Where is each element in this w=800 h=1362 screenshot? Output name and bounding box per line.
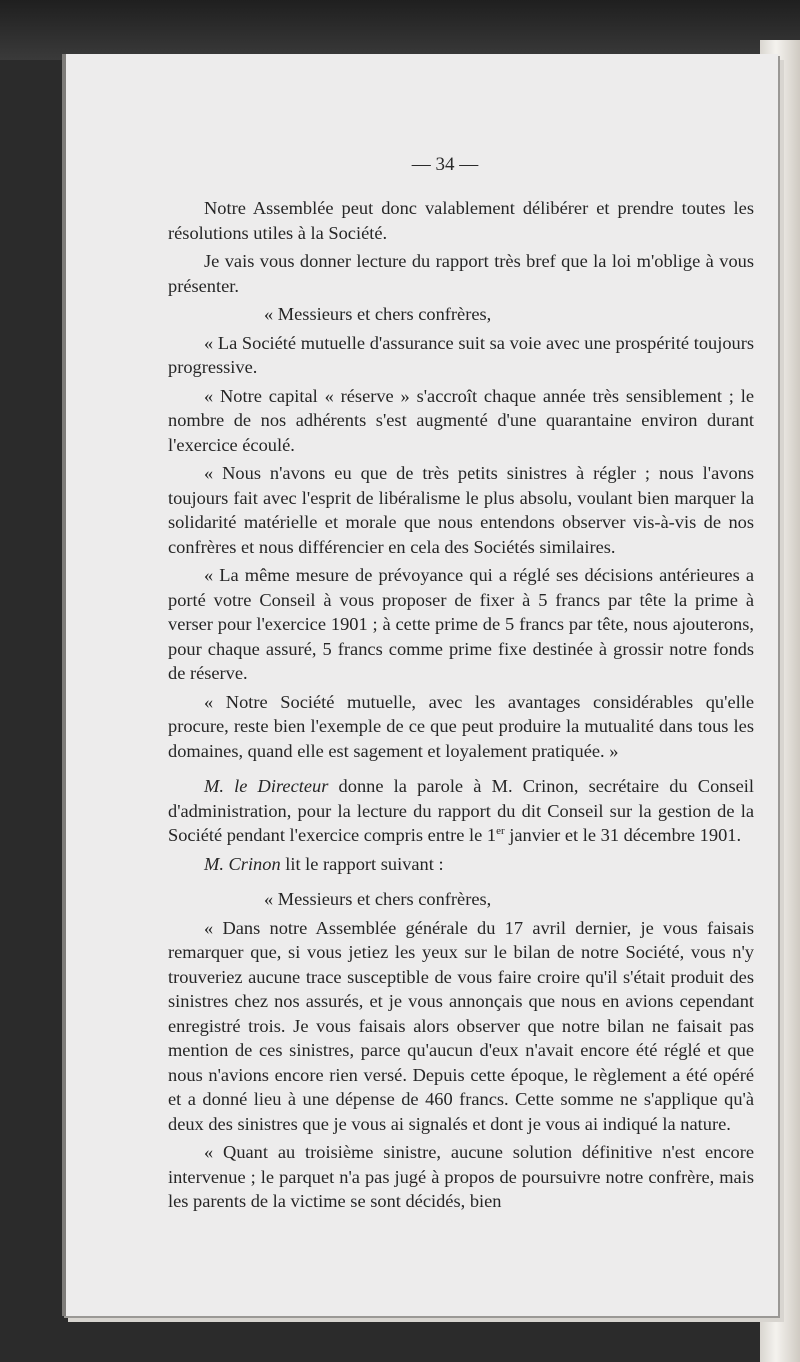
scan-background-top (0, 0, 800, 60)
paragraph-text: donne la parole à M. Crinon, secrétaire du Conseil d'administration, pour la lecture du rapport du dit Conseil sur la gestion de la Société pendant l'exercice compris entre le 1 (168, 776, 754, 845)
paragraph (168, 852, 754, 877)
paragraph: « Nous n'avons eu que de très petits sinistres à régler ; nous l'avons toujours fait avec l'esprit de libéralisme le plus absolu, voulant bien marquer la solidarité matérielle et morale que nous entendons observer vis-à-vis de nos confrères et nous différencier en cela des Sociétés similaires. (168, 463, 754, 557)
speaker-name: M. Crinon (204, 853, 281, 874)
paragraph-text-end: janvier et le 31 décembre 1901. (504, 825, 742, 845)
page-number: — 34 — (411, 154, 479, 175)
salutation: « Messieurs et chers confrères, (264, 889, 492, 909)
paragraph: « Dans notre Assemblée générale du 17 avril dernier, je vous faisais remarquer que, si vous jetiez les yeux sur le bilan de notre Société, vous n'y trouveriez aucune trace susceptible de vous faire croire qu'il s'était produit des sinistres chez nos assurés, et je vous annonçais que nous en avions cependant enregistré trois. Je vous faisais alors observer que notre bilan ne faisait pas mention de ces sinistres, parce qu'aucun d'eux n'avait encore été réglé et que nous n'avions encore rien versé. Depuis cette époque, le règlement a été opéré et a donné lieu à une dépense de 460 francs. Cette somme ne s'applique qu'à deux des sinistres que je vous ai signalés et dont je vous ai indiqué la nature. (168, 917, 754, 1134)
paragraph (168, 774, 754, 848)
paragraph: Notre Assemblée peut donc valablement délibérer et prendre toutes les résolutions utiles à la Société. (168, 198, 754, 243)
paragraph: « La même mesure de prévoyance qui a réglé ses décisions antérieures a porté votre Conseil à vous proposer de fixer à 5 francs par tête la prime à verser pour l'exercice 1901 ; à cette prime de 5 francs par tête, nous ajouterons, pour chaque assuré, 5 francs comme prime fixe destinée à grossir notre fonds de réserve. (168, 565, 754, 683)
document-page (62, 54, 778, 1316)
paragraph: « La Société mutuelle d'assurance suit sa voie avec une prospérité toujours progressive. (168, 332, 754, 377)
paragraph: « Quant au troisième sinistre, aucune solution définitive n'est encore intervenue ; le parquet n'a pas jugé à propos de poursuivre notre confrère, mais les parents de la victime se sont décidés, bien (168, 1142, 754, 1211)
speaker-name: M. le Directeur (204, 776, 329, 796)
salutation: « Messieurs et chers confrères, (264, 304, 492, 324)
paragraph-text: lit le rapport suivant : (280, 853, 444, 874)
body-text (168, 196, 754, 1214)
paragraph: Je vais vous donner lecture du rapport très bref que la loi m'oblige à vous présenter. (168, 251, 754, 296)
paragraph: « Notre capital « réserve » s'accroît chaque année très sensiblement ; le nombre de nos adhérents s'est augmenté d'une quarantaine environ durant l'exercice écoulé. (168, 385, 754, 455)
paragraph: « Notre Société mutuelle, avec les avantages considérables qu'elle procure, reste bien l'exemple de ce que peut produire la mutualité dans tous les domaines, quand elle est sagement et loyalement pratiquée. » (168, 691, 754, 761)
superscript: er (496, 824, 505, 837)
